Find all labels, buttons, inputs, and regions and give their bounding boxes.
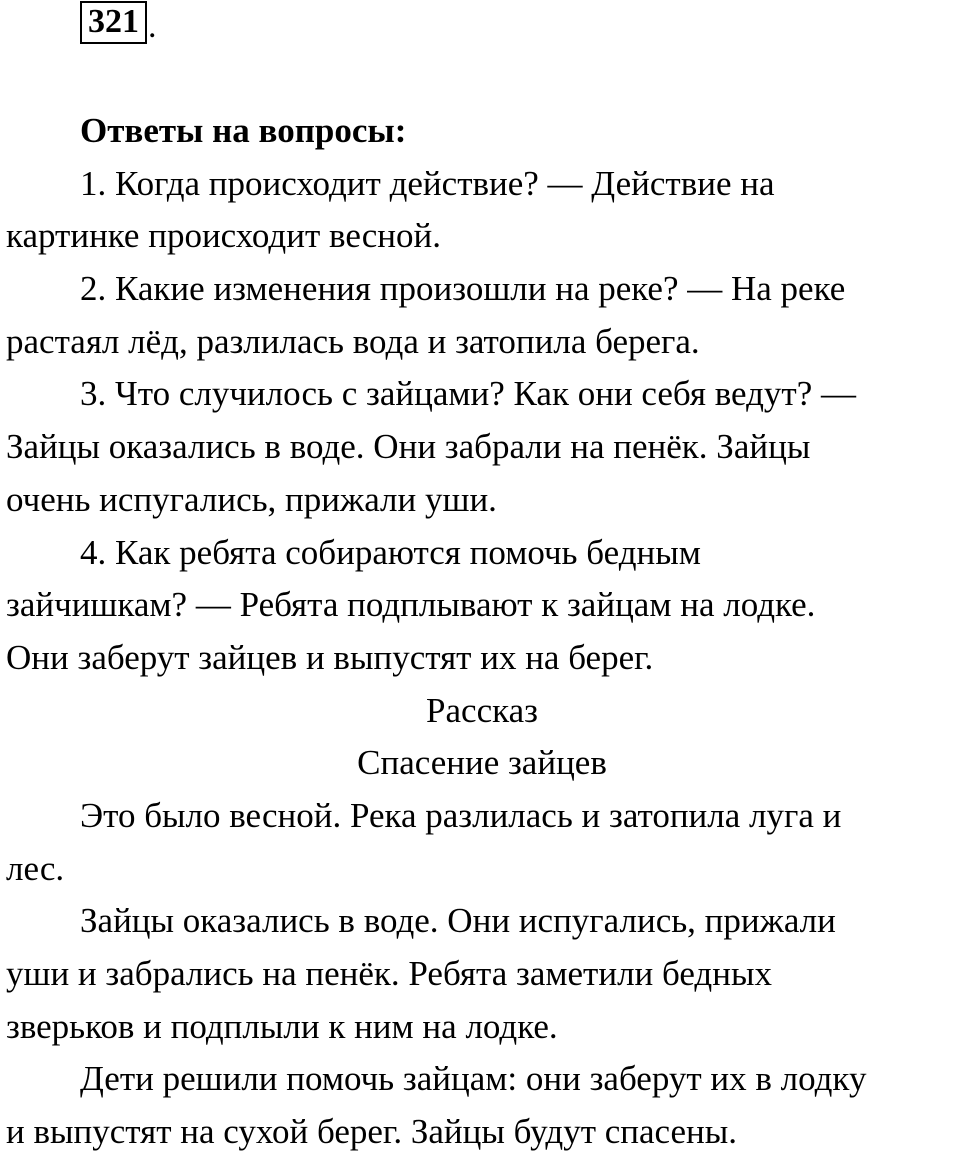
story-paragraph-2-line-3: зверьков и подплыли к ним на лодке. [6, 1006, 558, 1046]
exercise-number-box: 321 [80, 1, 147, 44]
answer-3-line-2: Зайцы оказались в воде. Они забрали на пенёк. Зайцы [6, 427, 811, 467]
answer-4-line-1: 4. Как ребята собираются помочь бедным [80, 532, 701, 572]
answer-4-line-2: зайчишкам? — Ребята подплывают к зайцам на лодке. [6, 585, 816, 625]
story-paragraph-3-line-2: и выпустят на сухой берег. Зайцы будут спасены. [6, 1112, 738, 1152]
answer-2-line-1: 2. Какие изменения произошли на реке? — На реке [80, 269, 846, 309]
answer-4-line-3: Они заберут зайцев и выпустят их на берег. [6, 637, 654, 677]
story-paragraph-3-line-1: Дети решили помочь зайцам: они заберут их в лодку [80, 1059, 867, 1099]
answer-1-line-2: картинке происходит весной. [6, 216, 441, 256]
story-paragraph-1-line-1: Это было весной. Река разлилась и затопила луга и [80, 795, 842, 835]
document-body [6, 105, 958, 1159]
exercise-number [80, 4, 157, 44]
answer-3-line-1: 3. Что случилось с зайцами? Как они себя ведут? — [80, 374, 856, 414]
story-label: Рассказ [426, 690, 538, 730]
answer-3-line-3: очень испугались, прижали уши. [6, 479, 497, 519]
story-paragraph-2-line-2: уши и забрались на пенёк. Ребята заметили бедных [6, 954, 772, 993]
answers-heading: Ответы на вопросы: [80, 111, 407, 150]
story-paragraph-1-line-2: лес. [6, 848, 65, 888]
answer-2-line-2: растаял лёд, разлилась вода и затопила берега. [6, 321, 700, 361]
story-title: Спасение зайцев [357, 743, 607, 783]
exercise-number-suffix: . [148, 8, 157, 45]
story-paragraph-2-line-1: Зайцы оказались в воде. Они испугались, прижали [80, 901, 836, 941]
answer-1-line-1: 1. Когда происходит действие? — Действие на [80, 163, 775, 203]
